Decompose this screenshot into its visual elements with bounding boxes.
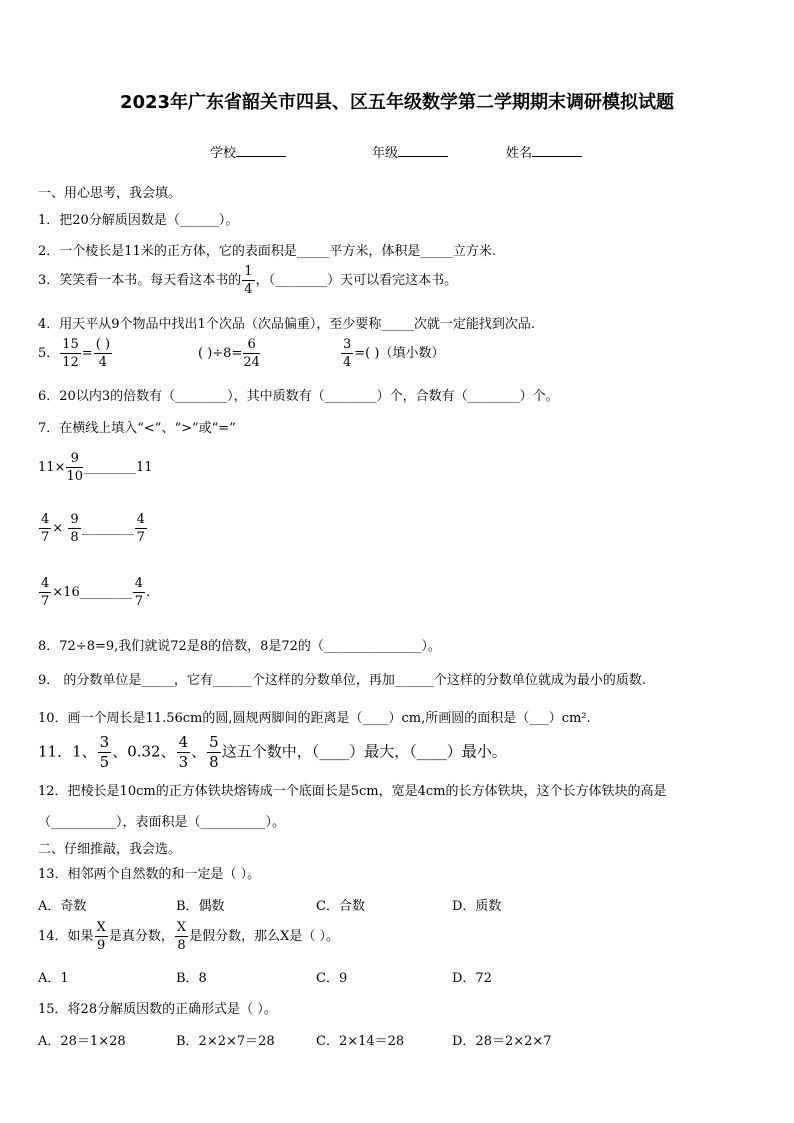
fraction: $\frac{X}{8}$ — [176, 920, 187, 953]
grade-label: 年级 — [372, 146, 399, 161]
question-15: 15．将28分解质因数的正确形式是（ ）。 — [38, 1002, 277, 1017]
option-a[interactable]: A．28＝1×28 — [38, 1034, 126, 1049]
question-2: 2．一个棱长是11米的正方体，它的表面积是_____平方米，体积是_____立方米. — [38, 244, 496, 259]
question-5: 5． $\frac{15}{12}$ = $\frac{( )}{4}$ — [38, 337, 111, 370]
question-6: 6．20以内3的倍数有（________），其中质数有（________）个，合数有（________）个。 — [38, 389, 559, 404]
option-d[interactable]: D．28＝2×2×7 — [452, 1034, 552, 1049]
fraction: $\frac{4}{7}$ — [41, 512, 50, 545]
fraction: $\frac{6}{24}$ — [243, 337, 260, 370]
school-blank[interactable] — [236, 142, 286, 157]
grade-blank[interactable] — [398, 142, 448, 157]
fraction: $\frac{3}{5}$ — [99, 733, 110, 771]
question-5-part-3: $\frac{3}{4}$ =( )（填小数） — [343, 337, 445, 370]
fraction: $\frac{4}{3}$ — [178, 733, 189, 771]
option-a[interactable]: A．1 — [38, 971, 69, 986]
question-5-part-2: ( )÷8= $\frac{6}{24}$ — [198, 337, 260, 370]
question-1: 1．把20分解质因数是（______）。 — [38, 213, 239, 228]
question-12-line-1: 12．把棱长是10cm的正方体铁块熔铸成一个底面长是5cm，宽是4cm的长方体铁块，这个长方体铁块的高是 — [38, 784, 667, 799]
option-b[interactable]: B．8 — [176, 971, 207, 986]
section-1-heading: 一、用心思考，我会填。 — [38, 186, 182, 201]
question-7c: $\frac{4}{7}$ ×16________ $\frac{4}{7}$ . — [41, 576, 151, 609]
fraction: $\frac{4}{7}$ — [136, 512, 145, 545]
option-b[interactable]: B．偶数 — [176, 899, 225, 914]
option-a[interactable]: A．奇数 — [38, 899, 87, 914]
fraction: $\frac{1}{4}$ — [244, 264, 253, 297]
school-label: 学校 — [210, 146, 237, 161]
name-blank[interactable] — [532, 142, 582, 157]
name-field — [506, 142, 582, 161]
question-13: 13．相邻两个自然数的和一定是（ ）。 — [38, 867, 261, 882]
section-2-heading: 二、仔细推敲，我会选。 — [38, 842, 182, 857]
name-label: 姓名 — [506, 146, 533, 161]
option-c[interactable]: C．9 — [316, 971, 348, 986]
fraction: $\frac{X}{9}$ — [96, 920, 106, 953]
question-11: 11．1、 $\frac{3}{5}$ 、0.32、 $\frac{4}{3}$ 、 $\frac{5}{8}$ 这五个数中，（____）最大，（____）最小。 — [38, 733, 507, 771]
school-field — [210, 142, 286, 161]
grade-field — [372, 142, 448, 161]
fraction: $\frac{9}{8}$ — [70, 512, 79, 545]
question-9: 9． 的分数单位是_____，它有______个这样的分数单位，再加______个这样的分数单位就成为最小的质数. — [38, 673, 647, 688]
fraction: $\frac{4}{7}$ — [41, 576, 50, 609]
question-7b: $\frac{4}{7}$ × $\frac{9}{8}$ ________ $\frac{4}{7}$ — [41, 512, 145, 545]
question-4: 4．用天平从9个物品中找出1个次品（次品偏重），至少要称_____次就一定能找到次品. — [38, 317, 535, 332]
option-d[interactable]: D．质数 — [452, 899, 502, 914]
question-14: 14．如果 $\frac{X}{9}$ 是真分数， $\frac{X}{8}$ 是假分数，那么X是（ ）。 — [38, 920, 339, 953]
question-10: 10．画一个周长是11.56cm的圆,圆规两脚间的距离是（____）cm,所画圆的面积是（___）cm². — [38, 711, 591, 726]
fraction: $\frac{9}{10}$ — [66, 451, 83, 484]
fraction: $\frac{3}{4}$ — [343, 337, 352, 370]
question-12-line-2: （__________），表面积是（__________）。 — [38, 815, 286, 830]
option-c[interactable]: C．2×14＝28 — [316, 1034, 405, 1049]
question-8: 8．72÷8=9,我们就说72是8的倍数，8是72的（_______________）。 — [38, 639, 441, 654]
option-b[interactable]: B．2×2×7＝28 — [176, 1034, 275, 1049]
page-title: 2023年广东省韶关市四县、区五年级数学第二学期期末调研模拟试题 — [119, 92, 675, 113]
fraction: $\frac{15}{12}$ — [62, 337, 79, 370]
question-7a: 11× $\frac{9}{10}$ ________11 — [38, 451, 153, 484]
option-c[interactable]: C．合数 — [316, 899, 365, 914]
fraction: $\frac{( )}{4}$ — [95, 337, 111, 370]
question-3: 3．笑笑看一本书。每天看这本书的 $\frac{1}{4}$ ，（________）天可以看完这本书。 — [38, 264, 458, 297]
question-7: 7．在横线上填入“<”、“>”或“=” — [38, 421, 236, 436]
fraction: $\frac{4}{7}$ — [134, 576, 143, 609]
option-d[interactable]: D．72 — [452, 971, 492, 986]
fraction: $\frac{5}{8}$ — [209, 733, 219, 771]
